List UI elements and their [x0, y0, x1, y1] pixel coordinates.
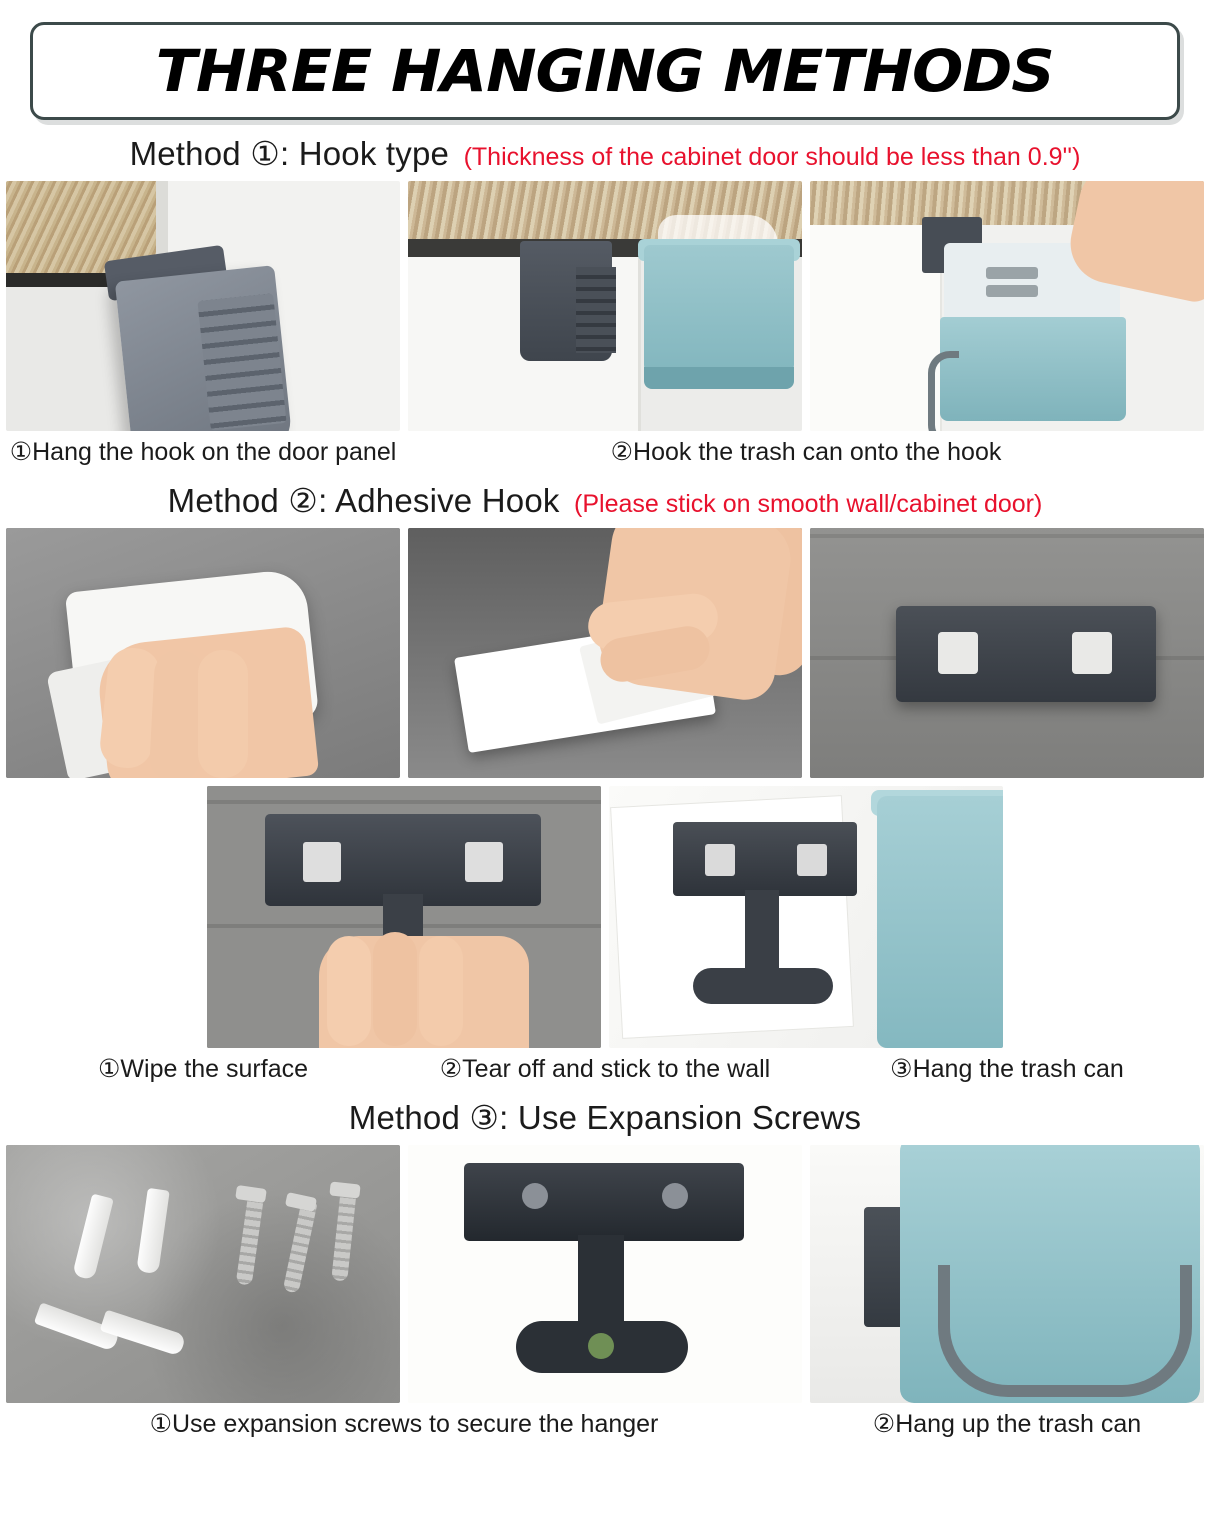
method-3-captions [0, 1409, 1210, 1439]
photo-press-bracket [207, 786, 601, 1048]
method-2-captions [0, 1054, 1210, 1084]
page-title: THREE HANGING METHODS [156, 37, 1054, 105]
method-2-heading [0, 481, 1210, 520]
method-1-captions [0, 437, 1210, 467]
photo-bin-hooked-on-cabinet [810, 181, 1204, 431]
method-2-photo-row-1 [0, 528, 1210, 778]
photo-bracket-screwed-to-wall [408, 1145, 802, 1403]
method-3-caption-2: ②Hang up the trash can [872, 1410, 1142, 1438]
photo-adhesive-plate-on-wall [810, 528, 1204, 778]
photo-tear-backing [408, 528, 802, 778]
method-3-photo-row [0, 1145, 1210, 1403]
photo-bracket-with-bin [609, 786, 1003, 1048]
method-3-caption-1: ①Use expansion screws to secure the hanger [149, 1410, 659, 1438]
method-3-heading [0, 1098, 1210, 1137]
method-1-caption-2: ②Hook the trash can onto the hook [610, 438, 1002, 466]
method-2-caption-1: ①Wipe the surface [98, 1055, 308, 1083]
method-1-heading [0, 134, 1210, 173]
photo-hook-on-door [6, 181, 400, 431]
title-banner [30, 22, 1180, 120]
method-1-heading-text: Method ①: Hook type [129, 135, 450, 172]
photo-hook-mounted-with-bin [408, 181, 802, 431]
method-1-caption-1: ①Hang the hook on the door panel [9, 438, 397, 466]
method-2-heading-text: Method ②: Adhesive Hook [167, 482, 560, 519]
photo-bin-hung-on-bracket [810, 1145, 1204, 1403]
method-2-photo-row-2 [0, 786, 1210, 1048]
method-1-photo-row [0, 181, 1210, 431]
photo-wipe-surface [6, 528, 400, 778]
method-2-caption-2: ②Tear off and stick to the wall [439, 1055, 771, 1083]
method-3-heading-text: Method ③: Use Expansion Screws [348, 1099, 862, 1136]
method-2-note: (Please stick on smooth wall/cabinet door) [574, 490, 1043, 518]
method-1-note: (Thickness of the cabinet door should be less than 0.9'') [463, 143, 1081, 171]
photo-screws-and-anchors [6, 1145, 400, 1403]
method-2-caption-3: ③Hang the trash can [890, 1055, 1124, 1083]
